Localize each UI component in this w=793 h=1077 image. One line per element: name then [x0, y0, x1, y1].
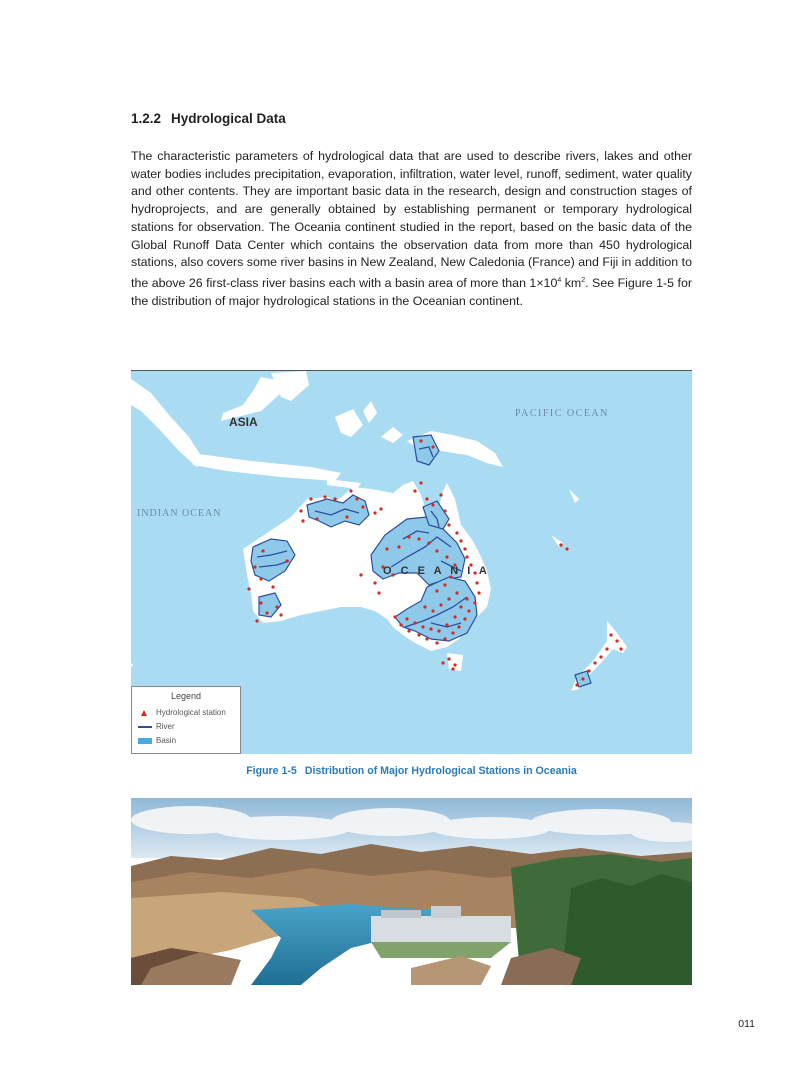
page-number: 011 — [738, 1018, 755, 1030]
body-paragraph — [131, 148, 692, 310]
legend-river-label: River — [156, 722, 175, 731]
label-indian-ocean: INDIAN OCEAN — [137, 508, 222, 519]
legend-title: Legend — [170, 691, 202, 701]
map-legend — [131, 686, 241, 754]
superscript-square: 2 — [581, 276, 586, 284]
paragraph-text-2: km — [561, 276, 582, 291]
figure-number: Figure 1-5 — [246, 765, 297, 777]
oceania-map — [131, 370, 692, 754]
label-oceania: O C E A N I A — [383, 565, 490, 577]
river-line-icon — [138, 723, 152, 731]
station-triangle-icon — [138, 709, 152, 717]
section-heading — [131, 111, 286, 126]
label-pacific-ocean: PACIFIC OCEAN — [515, 408, 609, 419]
tasmania-land — [447, 653, 463, 671]
basin-swatch-icon — [138, 737, 152, 745]
legend-station-label: Hydrological station — [156, 708, 226, 717]
hydropower-landscape-photo — [131, 798, 692, 985]
legend-basin-label: Basin — [156, 736, 177, 745]
landscape-photo-icon — [131, 798, 692, 985]
paragraph-text-3: . See Figure 1-5 for the distribution of major hydrological stations in the Oceanian continent. — [131, 276, 692, 308]
section-number: 1.2.2 — [131, 111, 162, 126]
figure-caption — [131, 765, 692, 777]
paragraph-text-1: The characteristic parameters of hydrological data that are used to describe rivers, lakes and other water bodies includes precipitation, evaporation, infiltration, water level, runoff, sediment, water quality and other contents. They are important basic data in the research, design and construction stages of hydroprojects, and are generally obtained by establishing permanent or temporary hydrological stations for observation. The Oceania continent studied in the report, based on the basic data of the Global Runoff Data Center which contains the observation data from more than 450 hydrological stations, also covers some river basins in New Zealand, New Caledonia (France) and Fiji in addition to the above 26 first-class river basins each with a basin area of more than 1×10 — [131, 149, 692, 291]
legend-station-row — [138, 707, 226, 718]
label-asia: ASIA — [229, 415, 258, 429]
legend-river-row — [138, 721, 175, 732]
figure-title: Distribution of Major Hydrological Stations in Oceania — [304, 765, 577, 777]
legend-basin-row — [138, 735, 176, 746]
section-title: Hydrological Data — [171, 111, 286, 126]
superscript-exponent: 4 — [557, 276, 562, 284]
